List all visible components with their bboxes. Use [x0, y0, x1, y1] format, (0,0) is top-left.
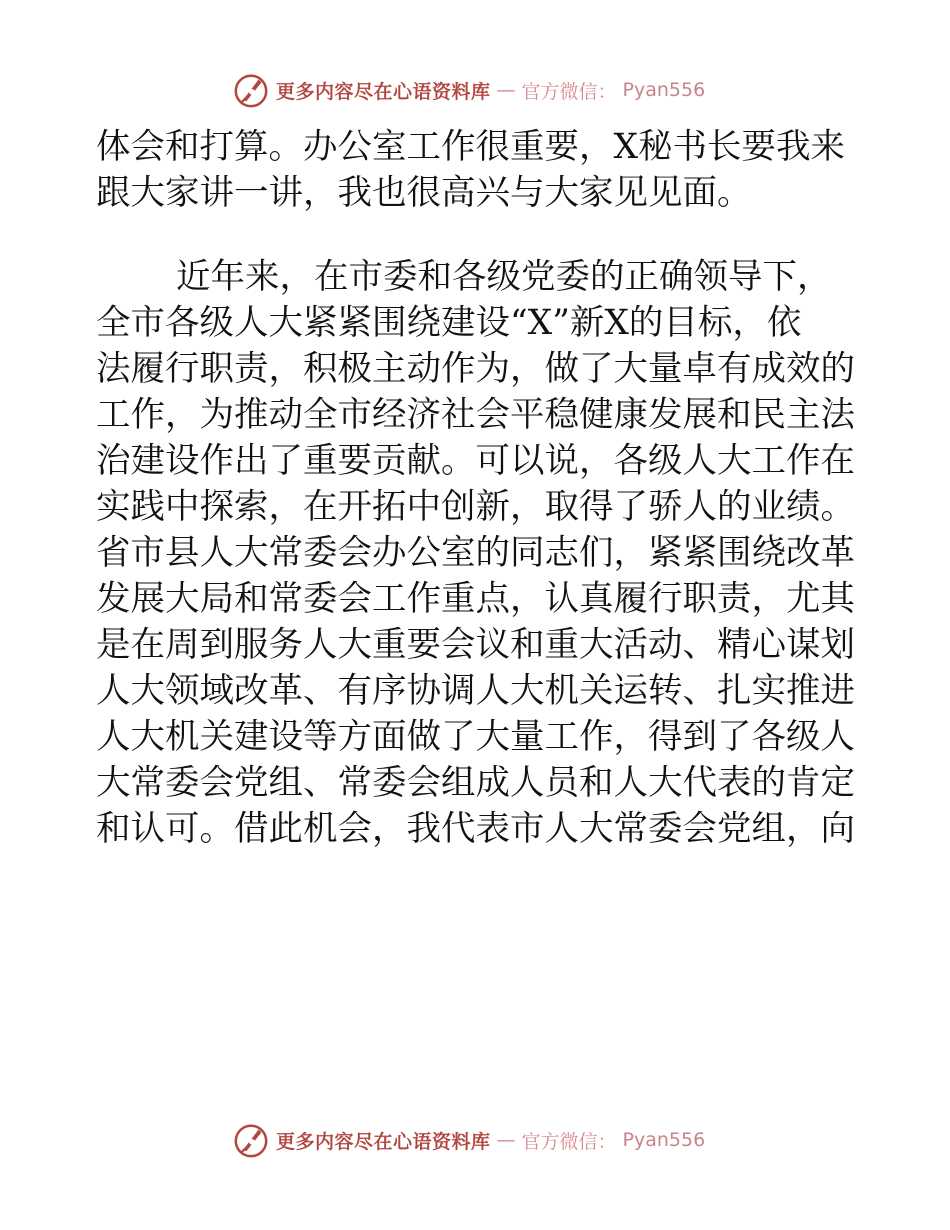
text-line: 是在周到服务人大重要会议和重大活动、精心谋划	[96, 625, 855, 665]
paragraph	[96, 124, 856, 216]
text-line: 治建设作出了重要贡献。可以说，各级人大工作在	[96, 441, 855, 481]
text-line: 近年来，在市委和各级党委的正确领导下，	[176, 257, 832, 297]
text-line: 体会和打算。办公室工作很重要，X秘书长要我来	[96, 127, 846, 167]
quill-seal-logo-icon	[232, 1121, 270, 1159]
text-line: 和认可。借此机会，我代表市人大常委会党组，向	[96, 809, 855, 849]
watermark-wechat-id: Pyan556	[622, 79, 706, 101]
paragraph	[96, 254, 856, 852]
watermark-dash: —	[496, 1129, 516, 1151]
watermark-wechat-id: Pyan556	[622, 1129, 706, 1151]
watermark-text: 更多内容尽在心语资料库	[276, 1130, 491, 1153]
watermark-dash: —	[496, 79, 516, 101]
text-line: 人大领域改革、有序协调人大机关运转、扎实推进	[96, 671, 855, 711]
document-body	[96, 124, 856, 852]
watermark-footer	[232, 1120, 732, 1160]
text-line: 全市各级人大紧紧围绕建设“X”新X的目标，依	[96, 303, 802, 343]
watermark-wechat-label: 官方微信：	[521, 80, 617, 103]
text-line: 法履行职责，积极主动作为，做了大量卓有成效的	[96, 349, 855, 389]
text-line: 实践中探索，在开拓中创新，取得了骄人的业绩。	[96, 487, 855, 527]
text-line: 跟大家讲一讲，我也很高兴与大家见见面。	[96, 173, 752, 213]
text-line: 工作，为推动全市经济社会平稳健康发展和民主法	[96, 395, 855, 435]
watermark-text: 更多内容尽在心语资料库	[276, 80, 491, 103]
text-line: 省市县人大常委会办公室的同志们，紧紧围绕改革	[96, 533, 855, 573]
watermark-header	[232, 70, 732, 110]
watermark-wechat-label: 官方微信：	[521, 1130, 617, 1153]
text-line: 发展大局和常委会工作重点，认真履行职责，尤其	[96, 579, 855, 619]
text-line: 人大机关建设等方面做了大量工作，得到了各级人	[96, 717, 855, 757]
quill-seal-logo-icon	[232, 71, 270, 109]
text-line: 大常委会党组、常委会组成人员和人大代表的肯定	[96, 763, 855, 803]
